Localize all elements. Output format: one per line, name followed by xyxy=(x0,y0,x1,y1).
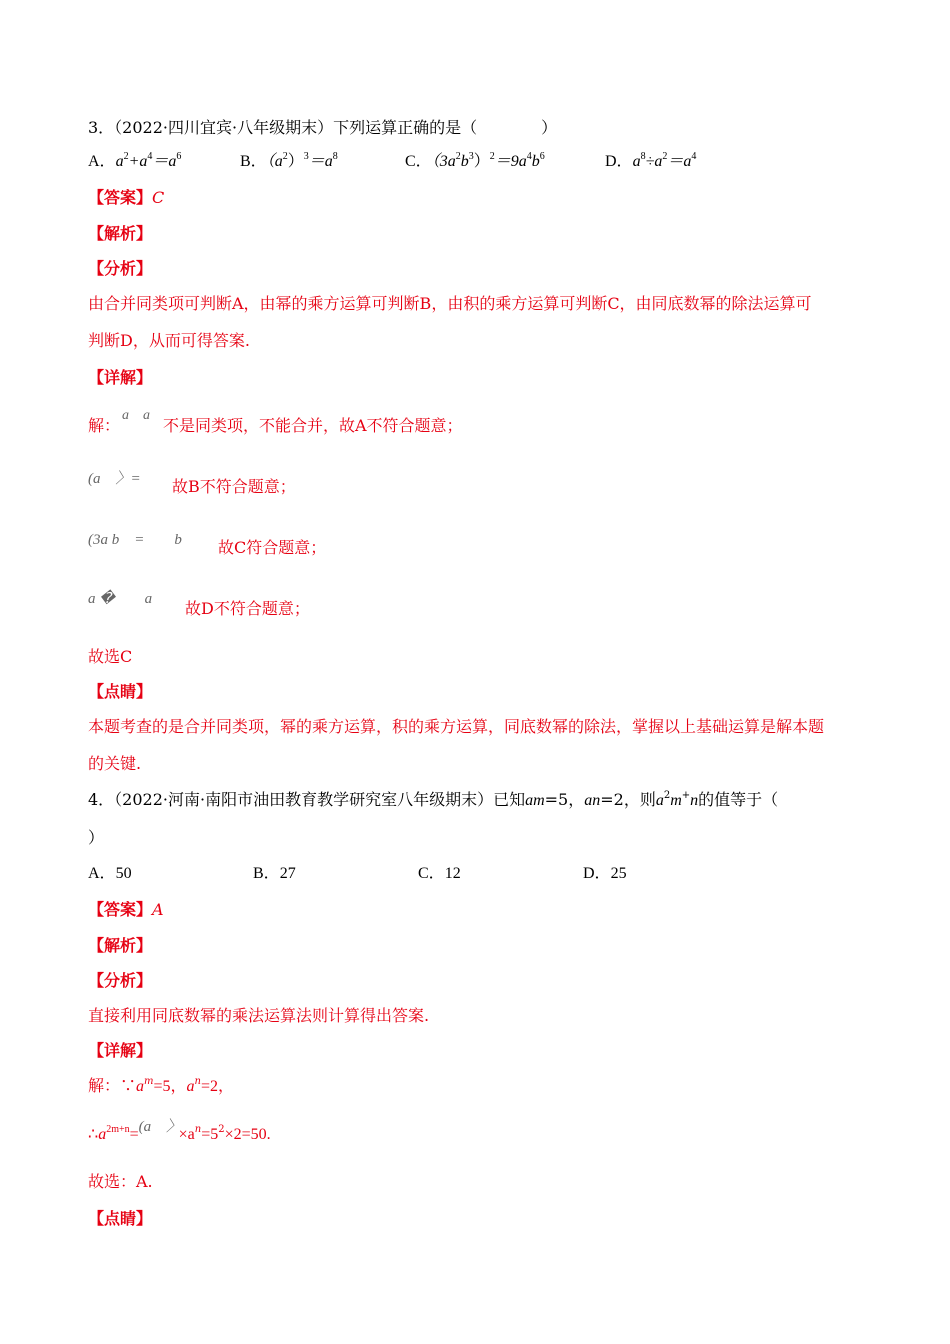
q3-jiexi-label: 【解析】 xyxy=(88,224,153,243)
q4-option-b: B．27 xyxy=(253,865,296,882)
q4-sol1: 解：$\because a^m=5$，$a^n=2$， xyxy=(88,1076,235,1095)
q3-fenxi-line1: 由合并同类项可判断A，由幂的乘方运算可判断B，由积的乘方运算可判断C，由同底数幂的除法运算可 xyxy=(88,294,812,313)
q4-answer: 【答案】A xyxy=(88,900,164,919)
q4-sol2-formula: (a 〉 xyxy=(138,1119,182,1135)
q3-xiangjie-label: 【详解】 xyxy=(88,368,153,387)
q3-sol-a-text: 不是同类项，不能合并，故A不符合题意； xyxy=(163,416,463,435)
q3-sol-a-formula: a a xyxy=(122,408,150,423)
q3-answer: 【答案】C xyxy=(88,188,165,207)
q4-option-c: C．12 xyxy=(418,865,461,882)
q3-sol-d-formula: a � a xyxy=(88,591,153,607)
q4-fenxi-label: 【分析】 xyxy=(88,971,153,990)
q4-dianjing-label: 【点睛】 xyxy=(88,1209,153,1228)
q3-sol-a: 解： xyxy=(88,416,121,435)
q3-dianjing-label: 【点睛】 xyxy=(88,682,153,701)
q4-stem-close: ） xyxy=(88,828,105,847)
q4-jiexi-label: 【解析】 xyxy=(88,936,153,955)
q3-sol-d-text: 故D不符合题意； xyxy=(185,599,310,618)
q3-fenxi-label: 【分析】 xyxy=(88,259,153,278)
q3-dianjing-line1: 本题考查的是合并同类项，幂的乘方运算，积的乘方运算，同底数幂的除法，掌握以上基础运算是解本题 xyxy=(88,717,825,736)
q4-stem: 4．（2022·河南·南阳市油田教育教学研究室八年级期末）已知am=5，an=2，则$a^2m^+n$的值等于（ xyxy=(88,790,779,809)
q3-sol-b-text: 故B不符合题意； xyxy=(172,477,296,496)
q4-fenxi: 直接利用同底数幂的乘法运算法则计算得出答案. xyxy=(88,1006,430,1025)
q3-option-b: B．$(a^2)^3=a^8$ xyxy=(240,151,338,170)
q3-sol-c-text: 故C符合题意； xyxy=(218,538,327,557)
q4-choose: 故选：A. xyxy=(88,1172,153,1191)
q4-xiangjie-label: 【详解】 xyxy=(88,1041,153,1060)
q3-option-c: C．$(3a^2b^3)^2=9a^4b^6$ xyxy=(405,151,545,170)
q4-option-d: D．25 xyxy=(583,865,627,882)
q3-fenxi-line2: 判断D，从而可得答案. xyxy=(88,331,250,350)
q3-option-d: D．$a^8\div a^2=a^4$ xyxy=(605,151,697,170)
q3-dianjing-line2: 的关键. xyxy=(88,754,142,773)
q3-choose: 故选C xyxy=(88,647,133,666)
q4-option-a: A．50 xyxy=(88,865,132,882)
q4-sol2: $\therefore a^{2m+n}=(a$ 〉$\times a^n=5^2\times 2=50$. xyxy=(88,1119,271,1143)
q3-sol-c-formula: (3a b = b xyxy=(88,532,182,548)
q3-stem: 3．（2022·四川宜宾·八年级期末）下列运算正确的是（ ） xyxy=(88,118,558,137)
q3-sol-b-formula: (a 〉= xyxy=(88,471,141,487)
q3-option-a: A．$a^2+a^4=a^6$ xyxy=(88,151,182,170)
